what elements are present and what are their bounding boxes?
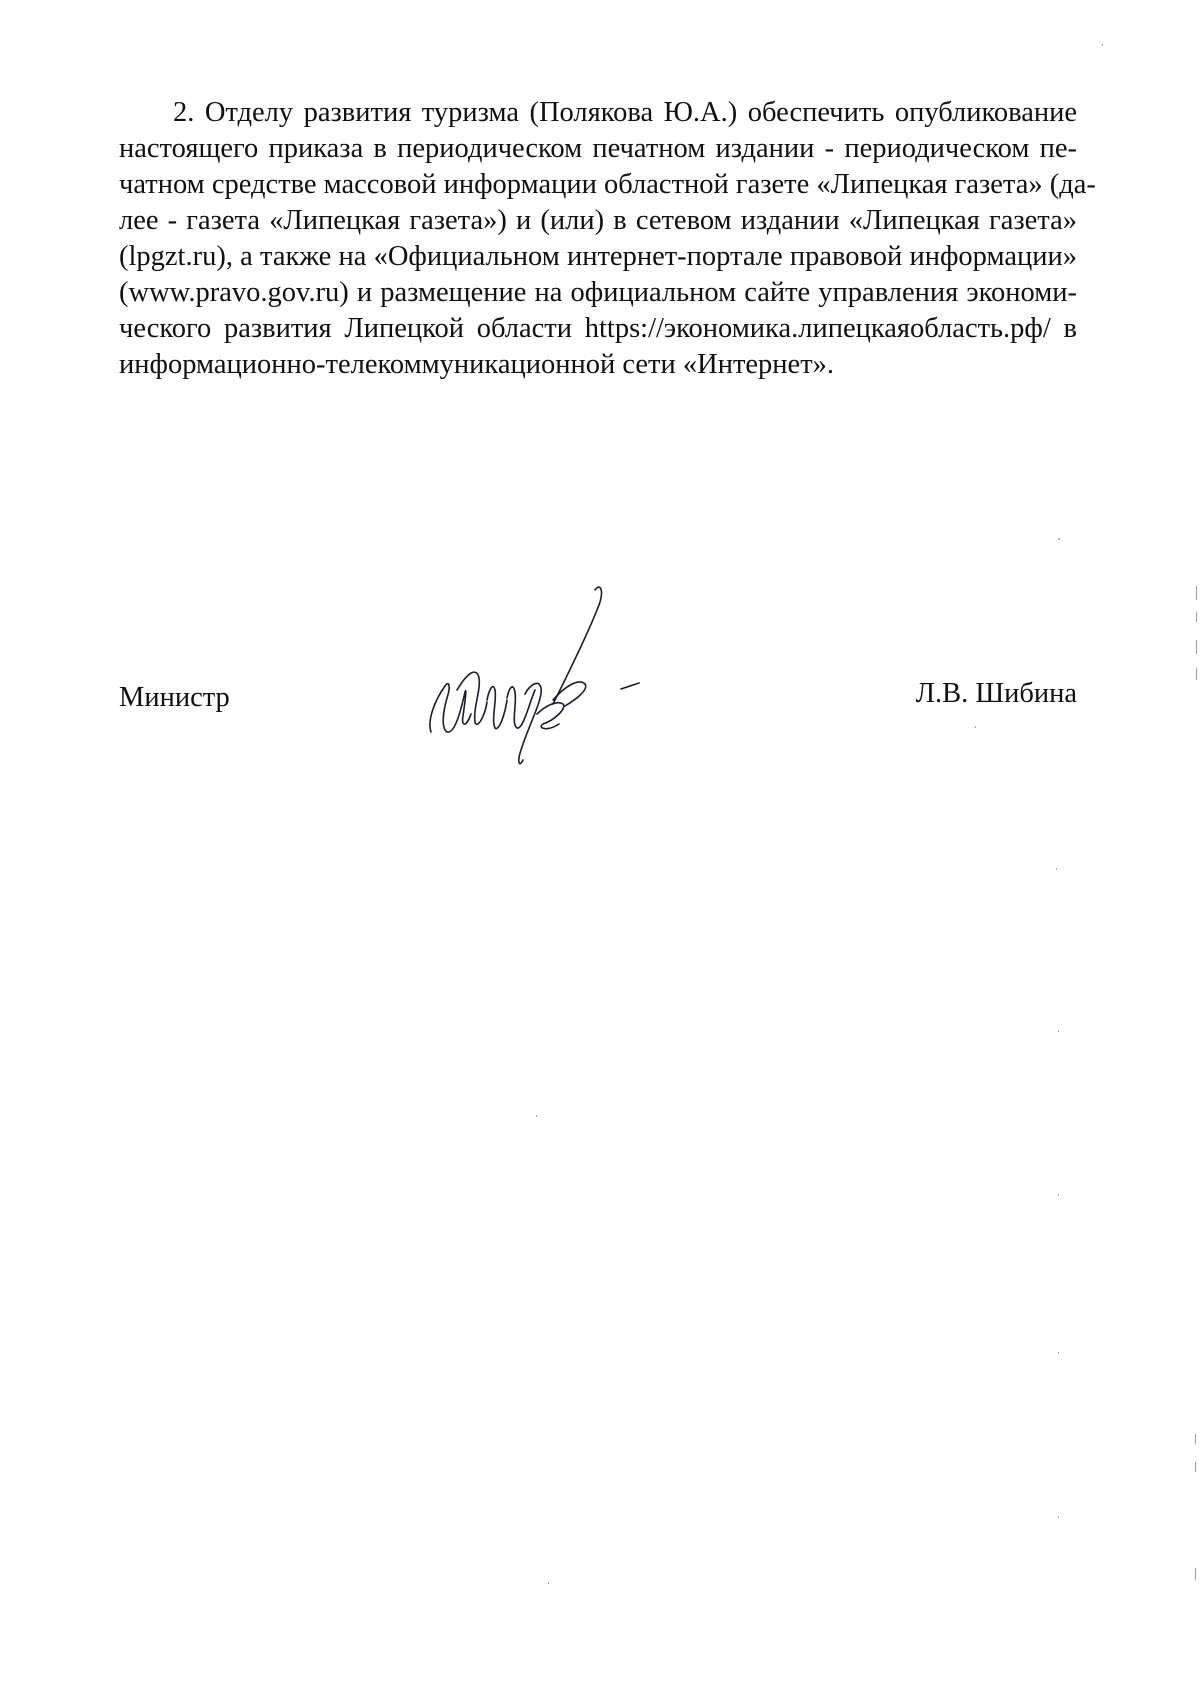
paragraph-line: (lpgzt.ru), а также на «Официальном интернет-портале правовой информации» xyxy=(119,241,1077,272)
handwritten-signature xyxy=(425,582,675,772)
paragraph-2 xyxy=(119,95,1096,383)
scan-speck xyxy=(548,1582,549,1584)
paragraph-line: чатном средстве массовой информации областной газете «Липецкая газета» (да- xyxy=(119,169,1096,200)
scan-speck xyxy=(1195,1462,1196,1472)
paragraph-line: лее - газета «Липецкая газета») и (или) в сетевом издании «Липецкая газета» xyxy=(119,205,1077,236)
paragraph-line: настоящего приказа в периодическом печатном издании - периодическом пе- xyxy=(119,133,1077,164)
scan-speck xyxy=(1058,1194,1059,1196)
scan-speck xyxy=(1196,586,1197,600)
position-title: Министр xyxy=(119,682,230,713)
paragraph-line: (www.pravo.gov.ru) и размещение на официальном сайте управления экономи- xyxy=(119,277,1077,308)
scan-speck xyxy=(1196,612,1197,622)
paragraph-line: ческого развития Липецкой области https://экономика.липецкаяобласть.рф/ в xyxy=(119,313,1077,344)
scan-speck xyxy=(1058,1516,1059,1518)
signer-name: Л.В. Шибина xyxy=(915,678,1077,709)
paragraph-line: 2. Отделу развития туризма (Полякова Ю.А.) обеспечить опубликование xyxy=(173,97,1077,128)
scan-speck xyxy=(1195,1568,1196,1580)
scan-speck xyxy=(1196,668,1197,680)
scan-speck xyxy=(1056,868,1057,870)
scan-speck xyxy=(1058,538,1060,540)
scan-speck xyxy=(1058,1030,1059,1032)
scan-speck xyxy=(1195,1434,1196,1444)
scan-speck xyxy=(1196,640,1197,654)
scan-speck xyxy=(975,726,976,728)
paragraph-line: информационно-телекоммуникационной сети «Интернет». xyxy=(119,349,835,380)
scan-speck xyxy=(1058,1352,1059,1354)
scan-speck xyxy=(1102,44,1103,46)
scan-speck xyxy=(536,1115,537,1117)
